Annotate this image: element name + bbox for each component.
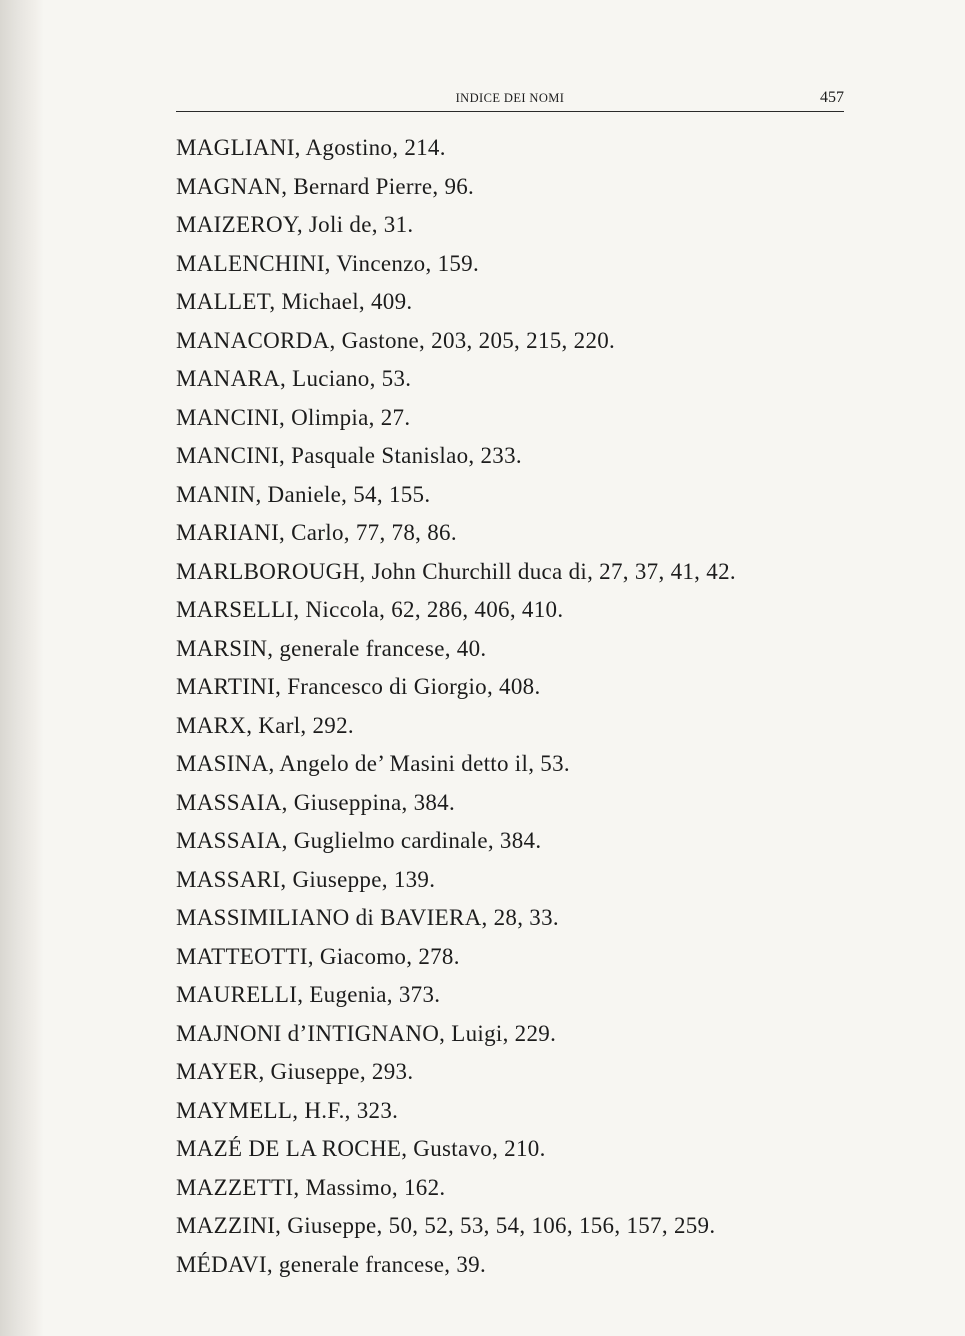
index-entry: MAYER, Giuseppe, 293. <box>176 1059 414 1084</box>
index-entry: MANIN, Daniele, 54, 155. <box>176 481 431 507</box>
index-entry: MAZZINI, Giuseppe, 50, 52, 53, 54, 106, 156, 157, 259. <box>176 1213 716 1238</box>
index-entry: MAZZETTI, Massimo, 162. <box>176 1174 446 1200</box>
index-entry: MARTINI, Francesco di Giorgio, 408. <box>176 674 541 699</box>
index-entry: MASINA, Angelo de’ Masini detto il, 53. <box>176 751 570 776</box>
index-entry: MASSARI, Giuseppe, 139. <box>176 866 436 892</box>
index-entry: MAGLIANI, Agostino, 214. <box>176 135 446 160</box>
index-entry: MARIANI, Carlo, 77, 78, 86. <box>176 520 457 545</box>
index-entry: MARSIN, generale francese, 40. <box>176 635 487 661</box>
index-entries <box>176 129 916 1284</box>
index-entry: MASSIMILIANO di BAVIERA, 28, 33. <box>176 905 559 930</box>
index-entry: MASSAIA, Guglielmo cardinale, 384. <box>176 828 542 853</box>
index-entry: MANACORDA, Gastone, 203, 205, 215, 220. <box>176 327 616 353</box>
index-entry: MANCINI, Olimpia, 27. <box>176 404 411 430</box>
index-entry: MARSELLI, Niccola, 62, 286, 406, 410. <box>176 597 564 622</box>
index-entry: MALENCHINI, Vincenzo, 159. <box>176 250 480 276</box>
index-entry: MÉDAVI, generale francese, 39. <box>176 1251 487 1277</box>
index-entry: MARLBOROUGH, John Churchill duca di, 27, 37, 41, 42. <box>176 558 736 584</box>
index-entry: MAZÉ DE LA ROCHE, Gustavo, 210. <box>176 1136 546 1161</box>
index-entry: MATTEOTTI, Giacomo, 278. <box>176 943 460 969</box>
index-entry: MAURELLI, Eugenia, 373. <box>176 982 441 1007</box>
page-header <box>176 89 844 112</box>
index-entry: MALLET, Michael, 409. <box>176 289 413 314</box>
index-entry: MASSAIA, Giuseppina, 384. <box>176 789 456 815</box>
index-entry: MAIZEROY, Joli de, 31. <box>176 212 414 237</box>
index-entry: MAGNAN, Bernard Pierre, 96. <box>176 173 475 199</box>
running-head: INDICE DEI NOMI <box>455 91 565 105</box>
index-entry: MANARA, Luciano, 53. <box>176 366 412 391</box>
page-gutter-shadow <box>0 0 44 1336</box>
index-entry: MANCINI, Pasquale Stanislao, 233. <box>176 443 522 468</box>
index-entry: MAYMELL, H.F., 323. <box>176 1097 399 1123</box>
index-entry: MARX, Karl, 292. <box>176 712 354 738</box>
page-number: 457 <box>820 89 844 106</box>
index-entry: MAJNONI d’INTIGNANO, Luigi, 229. <box>176 1020 557 1046</box>
